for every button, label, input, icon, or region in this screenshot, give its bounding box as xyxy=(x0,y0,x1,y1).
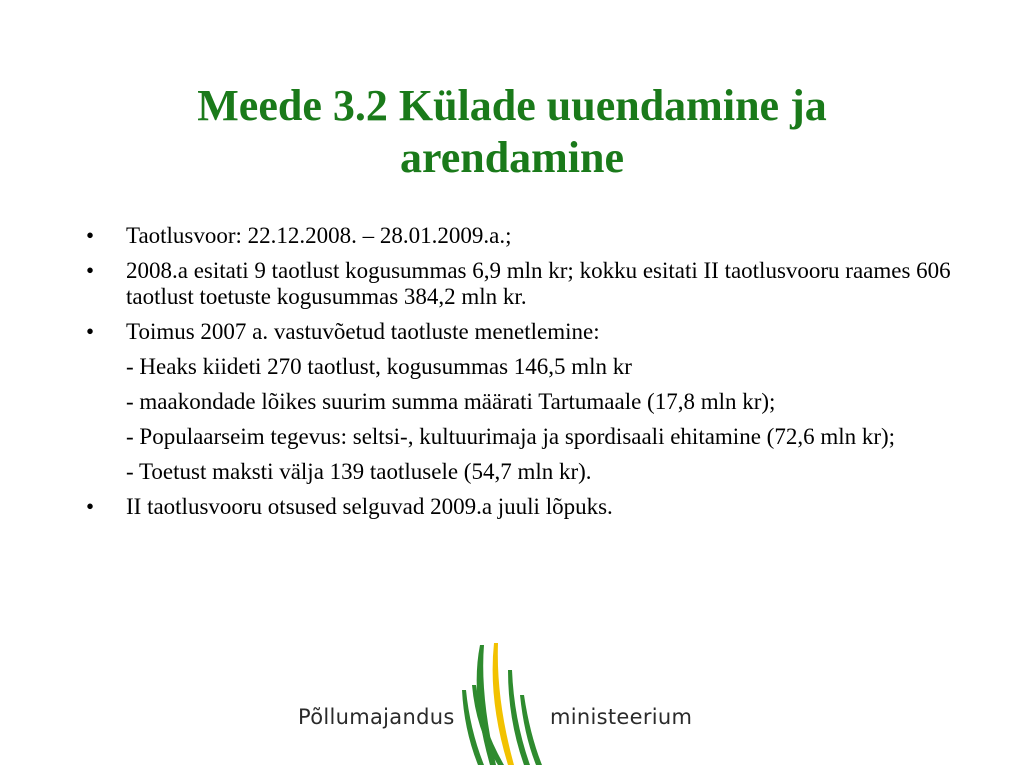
bullet-item xyxy=(86,494,966,520)
bullet-text: Taotlusvoor: 22.12.2008. – 28.01.2009.a.; xyxy=(126,223,512,248)
sub-item: - Heaks kiideti 270 taotlust, kogusummas 146,5 mln kr xyxy=(126,354,632,379)
logo-text-right: ministeerium xyxy=(550,705,693,729)
bullet-text: II taotlusvooru otsused selguvad 2009.a juuli lõpuks. xyxy=(126,494,613,519)
bullet-item xyxy=(86,223,966,249)
bullet-marker: • xyxy=(86,319,95,344)
wheat-stalks-icon xyxy=(450,635,550,768)
sub-item: - maakondade lõikes suurim summa määrati Tartumaale (17,8 mln kr); xyxy=(126,389,776,414)
sub-item: - Toetust maksti välja 139 taotlusele (54,7 mln kr). xyxy=(126,459,592,484)
bullet-marker: • xyxy=(86,223,95,248)
bullet-marker: • xyxy=(86,258,95,283)
sub-item: - Populaarseim tegevus: seltsi-, kultuurimaja ja spordisaali ehitamine (72,6 mln kr); xyxy=(126,424,896,449)
ministry-logo xyxy=(290,635,710,768)
bullet-text: 2008.a esitati 9 taotlust kogusummas 6,9 mln kr; kokku esitati II taotlusvooru raames 606 taotlust toetuste kogusummas 384,2 mln kr. xyxy=(126,258,951,309)
bullet-item xyxy=(86,319,966,345)
bullet-item xyxy=(86,258,966,310)
logo-text-left: Põllumajandus xyxy=(298,705,455,729)
slide-title: Meede 3.2 Külade uuendamine ja arendamine xyxy=(197,81,827,182)
slide-body xyxy=(86,223,966,529)
bullet-marker: • xyxy=(86,494,95,519)
bullet-text: Toimus 2007 a. vastuvõetud taotluste menetlemine: xyxy=(126,319,600,344)
